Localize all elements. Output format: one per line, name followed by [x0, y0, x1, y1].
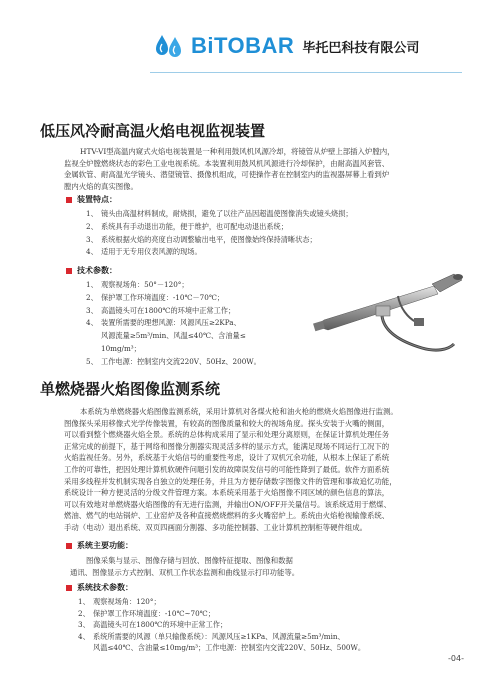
brand-logo: BiTOBAR: [191, 33, 295, 58]
bullet-square-icon: [66, 197, 72, 203]
list-item: 1、 镜头由高温材料制成，耐烧损，避免了以往产品因超温使图像消失或镜头烧损；: [86, 209, 353, 218]
product1-desc-line: 金属软管、耐高温光学镜头、潜望镜管、摄像机组成，可使操作者在控制室内的监视器屏幕上看到炉: [64, 170, 390, 180]
bullet-square-icon: [66, 543, 72, 549]
functions-heading: [66, 540, 133, 551]
list-item: 5、 工作电源：控制室内交流220V、50Hz、200W。: [86, 356, 261, 366]
list-item: 4、 适用于无专用仪表风源的现场。: [86, 247, 202, 257]
product2-desc-line: 本系统为单燃烧器火焰图像监测系统，采用计算机对各煤火枪和油火枪的燃烧火焰图像进行监测。: [80, 407, 398, 416]
list-item: 2、 保护罩工作环境温度：-10℃－70℃；: [86, 292, 225, 302]
list-item: 3、 高温镜头可在1800℃的环境中正常工作；: [78, 620, 228, 630]
list-item: 4、 系统所需要的风源（单只输像系统）：风源风压≥1KPa、风源流量≥5m³/min、: [78, 631, 345, 641]
specs-heading-text: 技术参数：: [77, 266, 117, 275]
bullet-square-icon: [66, 585, 72, 591]
list-item: 3、 系统根据火焰的亮度自动调整输出电平，使图像始终保持清晰状态；: [86, 234, 317, 244]
system-specs-list: [78, 596, 365, 654]
functions-text: [70, 555, 470, 578]
product2-desc-line: 燃油、燃气的电站锅炉、工业窑炉及各种直接燃烧燃料的多火嘴窑炉上。系统由火焰枪视输像系统、: [64, 511, 390, 521]
list-item: 1、 观察视场角：120°；: [78, 597, 161, 606]
page-number: -04-: [448, 654, 464, 663]
product1-desc-line: 监视全炉膛燃烧状态的彩色工业电视系统。本装置利用鼓风机风源进行冷却保护，由耐高温风套管、: [64, 158, 390, 168]
list-item-continuation: 风源流量≥5m³/min、风温≤40℃、含油量≤: [101, 331, 246, 341]
list-item-continuation: 10mg/m³；: [101, 343, 141, 353]
product2-desc-line: 正常完成的前提下，基于网络和图像分割器实现灵活多样的显示方式，能满足现场不同运行工况下的: [64, 441, 390, 451]
specs-list: [86, 279, 306, 369]
product2-desc-line: 采用多线程并发机制实现各自独立的处理任务，并且为方便存储数字图像文件的管理和事故追忆功能，: [64, 476, 397, 486]
product2-desc-line: 火焰监视任务。另外，系统基于火焰信号的重要性考虑，设计了双机冗余功能，从根本上保证了系统: [64, 453, 390, 463]
product-photo: [312, 268, 472, 364]
product2-desc-line: 图像探头采用移像式光学传像装置，有较高的图像质量和较大的视场角度。探头安装于火嘴的侧面，: [64, 418, 390, 428]
list-item: 2、 系统具有手动退出功能，便于维护，也可配电动退出系统；: [86, 221, 288, 231]
product2-desc-line: 可以看到整个燃烧器火焰全景。系统的总体构成采用了显示和处理分离原则，在保证计算机处理任务: [64, 430, 390, 440]
product2-description: [64, 406, 472, 534]
functions-line: 通讯、图像显示方式控制、双机工作状态监测和曲线显示打印功能等。: [70, 567, 300, 577]
list-item: 3、 高温镜头可在1800℃的环境中正常工作；: [86, 305, 236, 315]
system-specs-heading: [66, 582, 133, 593]
product1-title: 低压风冷耐高温火焰电视监视装置: [40, 122, 266, 140]
header: [155, 22, 419, 70]
product2-desc-line: 工作的可靠性，把因处理计算机软硬件问题引发的故障误发信号的可能性降到了最低。软件方面系统: [64, 464, 390, 474]
logo-drops-icon: [155, 31, 185, 61]
features-list: [86, 208, 353, 259]
system-specs-heading-text: 系统技术参数：: [77, 583, 133, 592]
features-heading: [66, 194, 117, 205]
product2-title: 单燃烧器火焰图像监测系统: [40, 380, 221, 398]
list-item: 2、 保护罩工作环境温度：-10℃~70℃；: [78, 608, 215, 618]
product2-desc-line: 系统设计一种方便灵活的分级文件管理方案。本系统采用基于火焰图像不同区域的颜色信息的算法，: [64, 488, 390, 498]
company-name: 毕托巴科技有限公司: [302, 40, 420, 56]
functions-line: 图像采集与显示、图像存储与回放、图像特征提取、图像和数据: [86, 556, 293, 565]
product1-desc-line: 膛内火焰的真实图像。: [64, 181, 138, 191]
product1-desc-line: HTV-VI型高温内窥式火焰电视装置是一种利用鼓风机风源冷却，将镜管从炉壁上部插入炉膛内，: [80, 147, 395, 156]
list-item-continuation: 风温≤40℃、含油量≤10mg/m³；工作电源：控制室内交流220V、50Hz、500W。: [93, 643, 366, 653]
specs-heading: [66, 265, 117, 276]
product1-description: [64, 146, 464, 192]
list-item: 4、 装置所需要的理想风源：风源风压≥2KPa、: [86, 318, 241, 328]
header-divider: [150, 72, 462, 73]
list-item: 1、 观察视场角：50°－120°；: [86, 280, 189, 289]
product2-desc-line: 手动（电动）退出系统、双页四画面分割器、多功能控制器、工业计算机控制柜等硬件组成。: [64, 522, 368, 532]
features-heading-text: 装置特点：: [77, 195, 117, 204]
functions-heading-text: 系统主要功能：: [77, 541, 133, 550]
bullet-square-icon: [66, 268, 72, 274]
product2-desc-line: 可以有效地对单燃烧器火焰图像的有无进行监测，并输出ON/OFF开关量信号。该系统适用于燃煤、: [64, 499, 391, 509]
